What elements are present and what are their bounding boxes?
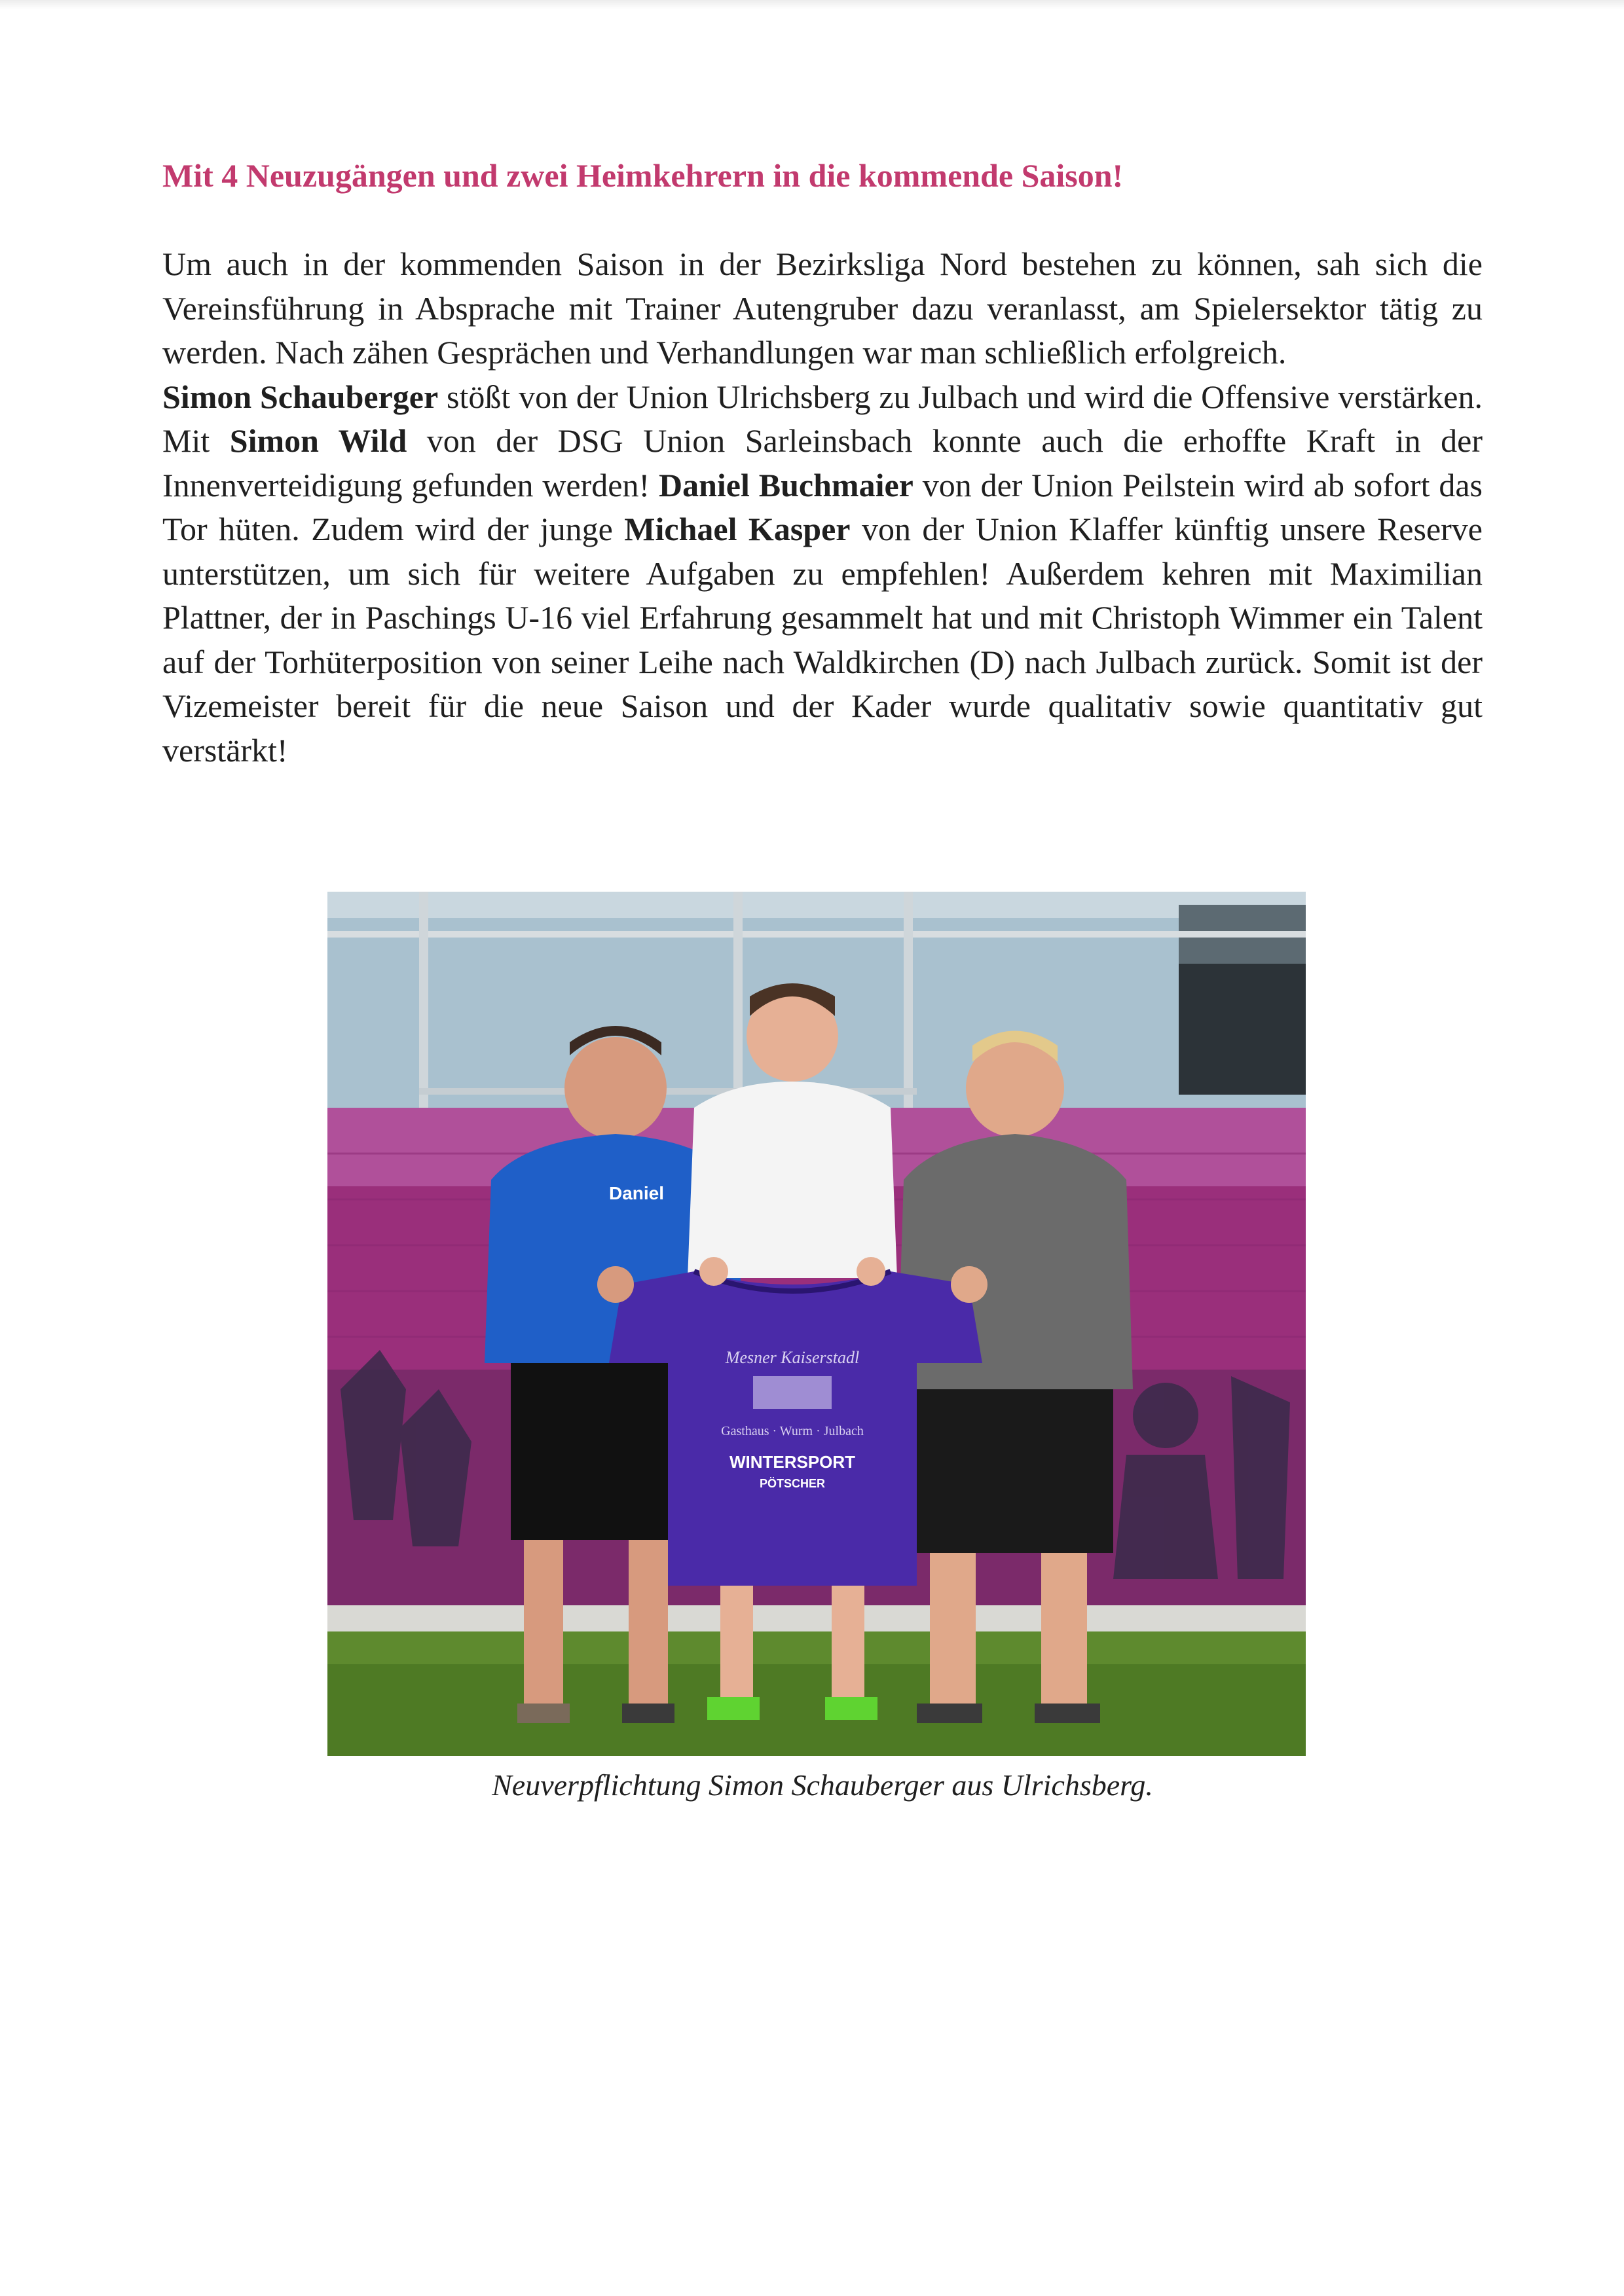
paragraph-text: von der DSG Union Sarleinsbach konnte auch die erhoffte Kraft in der Innenverteidigung gefunden werden! bbox=[162, 422, 1483, 503]
photo-caption: Neuverpflichtung Simon Schauberger aus Ulrichsberg. bbox=[492, 1768, 1153, 1802]
shirt-name-text: Daniel bbox=[609, 1183, 665, 1203]
player-name-wild: Simon Wild bbox=[229, 422, 407, 459]
player-name-schauberger: Simon Schauberger bbox=[162, 378, 439, 415]
player-name-kasper: Michael Kasper bbox=[624, 511, 851, 547]
article-paragraph-2 bbox=[162, 375, 1483, 773]
jersey-sponsor-sub: PÖTSCHER bbox=[759, 1477, 826, 1490]
article-body bbox=[162, 242, 1483, 773]
paragraph-text: stößt von der Union Ulrichsberg zu Julbach und wird die Offensive verstärken. Mit bbox=[162, 378, 1483, 459]
paragraph-text: von der Union Klaffer künftig unsere Reserve unterstützen, um sich für weitere Aufgaben zu empfehlen! Außerdem kehren mit Maximilian Plattner, der in Paschings U-16 viel Erfahrung gesammelt hat und mit Christoph Wimmer ein Talent auf der Torhüterposition von seiner Leihe nach Waldkirchen (D) nach Julbach zurück. Somit ist der Vizemeister bereit für die neue Saison und der Kader wurde qualitativ sowie quantitativ gut verstärkt! bbox=[162, 511, 1483, 769]
jersey-sponsor-top: Mesner Kaiserstadl bbox=[725, 1348, 860, 1367]
jersey-sponsor-mid: Gasthaus · Wurm · Julbach bbox=[721, 1424, 864, 1438]
article-headline: Mit 4 Neuzugängen und zwei Heimkehrern in die kommende Saison! bbox=[162, 157, 1124, 194]
jersey-sponsor-main: WINTERSPORT bbox=[729, 1452, 856, 1472]
team-photo-illustration bbox=[327, 892, 1306, 1756]
scan-edge bbox=[0, 0, 1624, 9]
paragraph-text: von der Union Peilstein wird ab sofort das Tor hüten. Zudem wird der junge bbox=[162, 466, 1483, 547]
team-photo bbox=[327, 892, 1306, 1756]
player-name-buchmaier: Daniel Buchmaier bbox=[659, 466, 913, 503]
article-paragraph-1: Um auch in der kommenden Saison in der Bezirksliga Nord bestehen zu können, sah sich die Vereinsführung in Absprache mit Trainer Autengruber dazu veranlasst, am Spielersektor tätig zu werden. Nach zähen Gesprächen und Verhandlungen war man schließlich erfolgreich. bbox=[162, 246, 1483, 371]
